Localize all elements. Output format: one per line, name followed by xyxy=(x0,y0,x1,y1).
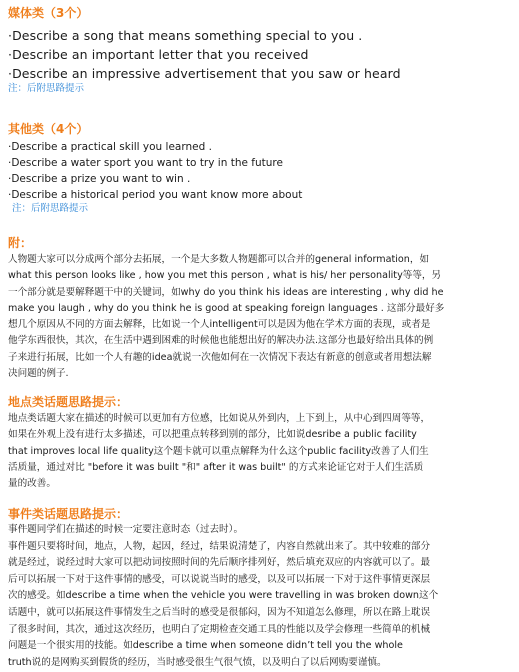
place-title: 地点类话题思路提示： xyxy=(8,395,129,409)
others-item: ·Describe a practical skill you learned . xyxy=(8,141,212,153)
event-line: 话题中，就可以拓展这件事情发生之后当时的感受是很郁闷，因为不知道怎么修理，所以在路上耽误 xyxy=(8,606,431,618)
others-item: ·Describe a historical period you want know more about xyxy=(8,189,303,201)
place-section xyxy=(0,395,519,492)
event-paragraph xyxy=(0,522,519,671)
place-line: 活质量，通过对比 "before it was built "和" after it was built" 的方式来论证它对于人们生活质 xyxy=(8,461,424,473)
event-line: 问题是一个很实用的技能。如describe a time when someone didn’t tell you the whole xyxy=(8,640,403,652)
place-line: 地点类话题大家在描述的时候可以更加有方位感，比如说从外到内，上下到上，从中心到四周等等， xyxy=(8,413,431,424)
event-line: 就是经过，说经过时大家可以把动词按照时间的先后顺序排列好，然后填充双应的内容就可以了。最 xyxy=(8,557,431,569)
media-section-title: 媒体类（3个） xyxy=(8,6,89,20)
appendix-title: 附： xyxy=(8,236,33,250)
appendix-line: 他学东西很快，其次，在生活中遇到困难的时候他也能想出好的解决办法.这部分也最好给出具体的例 xyxy=(8,335,434,347)
appendix-line: what this person looks like , how you met this person , what is his/ her personality等等，另 xyxy=(8,270,442,282)
appendix-paragraph xyxy=(0,252,519,382)
place-paragraph xyxy=(0,411,519,492)
others-section-title: 其他类（4个） xyxy=(8,122,89,136)
event-line: 了很多时间，其次，通过这次经历，也明白了定期检查交通工具的性能以及学会修理一些简单的机械 xyxy=(8,623,431,635)
media-note: 注：后附思路提示 xyxy=(8,83,85,94)
others-note: 注：后附思路提示 xyxy=(12,203,89,214)
media-item: ·Describe an important letter that you received xyxy=(8,47,309,62)
place-line: 量的改善。 xyxy=(8,478,56,490)
appendix-section xyxy=(0,236,519,382)
appendix-line: 人物题大家可以分成两个部分去拓展，一个是大多数人物题都可以合并的general information，如 xyxy=(8,254,430,265)
appendix-line: make you laugh , why do you think he is good at speaking foreign languages . 这部分最好多 xyxy=(8,302,445,314)
event-line: truth说的是网购买到假货的经历，当时感受很生气很气愤，以及明白了以后网购要谨慎。 xyxy=(8,656,387,668)
others-item: ·Describe a prize you want to win . xyxy=(8,173,191,185)
event-line: 次的感受。如describe a time when the vehicle you were travelling in was broken down这个 xyxy=(8,590,439,602)
event-section xyxy=(0,507,519,671)
media-section xyxy=(0,6,519,95)
others-section xyxy=(0,122,519,215)
appendix-line: 一个部分就是要解释题干中的关键词，如why do you think his ideas are interesting , why did he xyxy=(8,286,444,298)
media-item: ·Describe a song that means something special to you . xyxy=(8,28,363,43)
appendix-line: 决问题的例子. xyxy=(8,368,69,380)
place-line: that improves local life quality这个题卡就可以重点解释为什么这个public facility改善了人们生 xyxy=(8,445,429,457)
appendix-line: 想几个原因从不同的方面去解释，比如说一个人intelligent可以是因为他在学术方面的表现，或者是 xyxy=(8,319,431,331)
others-item: ·Describe a water sport you want to try in the future xyxy=(8,157,283,169)
appendix-line: 子来进行拓展，比如一个人有趣的idea就说一次他如何在一次情况下表达有新意的创意或者用想法解 xyxy=(8,351,432,363)
media-item: ·Describe an impressive advertisement that you saw or heard xyxy=(8,66,401,81)
event-line: 事件题同学们在描述的时候一定要注意时态（过去时）。 xyxy=(8,524,244,535)
event-line: 事件题只要将时间，地点，人物，起因，经过，结果说清楚了，内容自然就出来了。其中较难的部分 xyxy=(8,540,431,552)
event-line: 后可以拓展一下对于这件事情的感受，可以说说当时的感受，以及可以拓展一下对于这件事情更深层 xyxy=(8,573,431,585)
place-line: 如果在外观上没有进行太多描述，可以把重点转移到别的部分，比如说desribe a public facility xyxy=(8,429,417,441)
event-title: 事件类话题思路提示： xyxy=(8,507,129,521)
